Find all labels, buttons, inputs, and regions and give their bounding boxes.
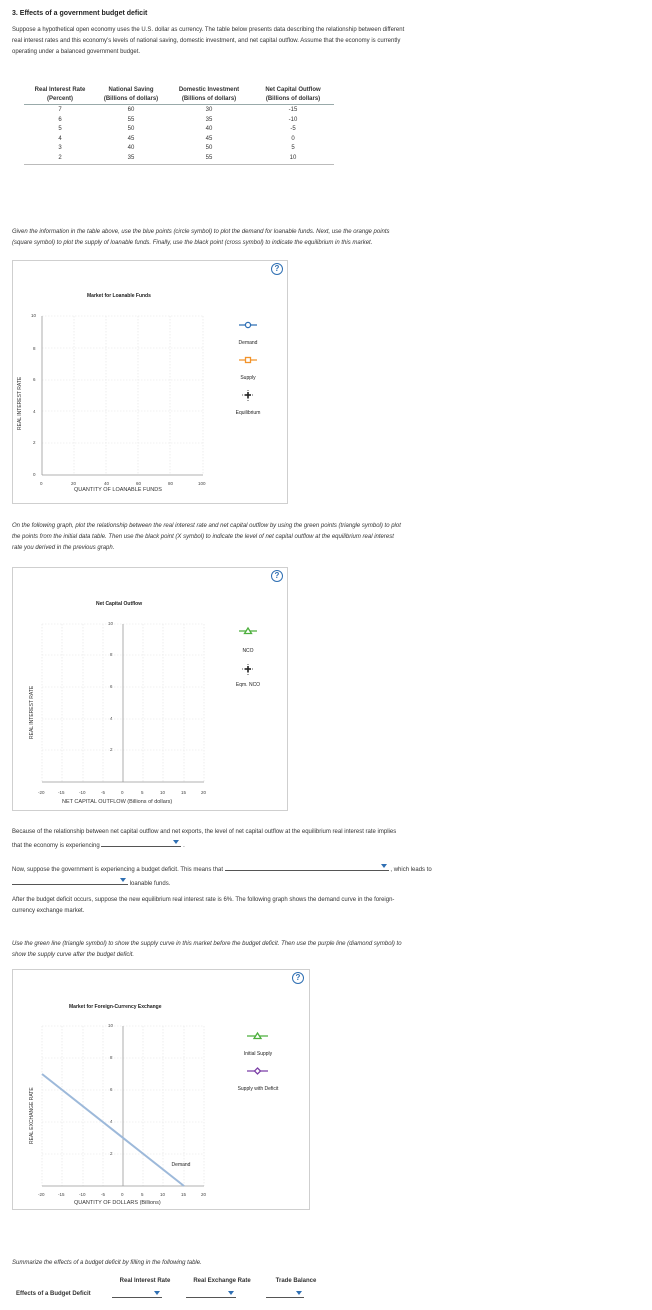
help-icon[interactable]: ? [271,263,283,275]
table-cell: 10 [252,154,334,164]
col-unit-rate: (Percent) [24,95,96,105]
y-tick: 6 [110,1087,113,1092]
x-tick: 0 [40,481,43,486]
legend-equilibrium-label: Equilibrium [235,410,261,416]
graph3-legend-deficit-supply-symbol [247,1068,268,1074]
x-tick: -5 [101,790,106,795]
question-text: , which leads to [390,867,432,873]
x-tick: 10 [160,790,166,795]
instruction-line: show the supply curve after the budget deficit. [12,952,135,958]
table-cell: 5 [58,126,62,133]
x-tick: 20 [201,790,207,795]
graph1-title: Market for Loanable Funds [87,293,151,299]
x-tick: 15 [181,1192,187,1197]
legend-initial-supply-label: Initial Supply [243,1051,273,1057]
table-cell: 3 [58,145,62,152]
table-cell: -15 [288,107,298,113]
instruction-line: rate you derived in the previous graph. [12,545,115,551]
graph3-title: Market for Foreign-Currency Exchange [69,1004,162,1010]
trade-balance-effect-dropdown[interactable] [266,1289,304,1298]
col-unit-investment: (Billions of dollars) [166,95,252,105]
table-cell: 55 [127,116,135,123]
y-tick: 8 [110,652,113,657]
x-tick: 0 [121,790,124,795]
graph2-y-axis-label: REAL INTEREST RATE [29,685,35,739]
col-unit-nco: (Billions of dollars) [252,95,334,105]
table-cell: 30 [205,107,213,113]
table-cell: 60 [127,107,135,113]
y-tick: 10 [31,313,37,318]
x-tick: -15 [58,790,65,795]
y-tick: 10 [108,1023,114,1028]
demand-curve-line [42,1074,184,1186]
instruction-line: On the following graph, plot the relationship between the real interest rate and net capital outflow by using the green points (triangle symbol) to plot [12,523,401,529]
instruction-line: the points from the initial data table. Then use the black point (X symbol) to indicate the level of net capital outflow at the equilibrium real interest [12,534,394,540]
y-tick: 0 [33,472,36,477]
y-tick: 2 [33,440,36,445]
x-tick: 80 [168,481,174,486]
y-tick: 2 [110,1151,113,1156]
table-cell: -5 [290,126,296,133]
table-cell: 7 [58,107,62,113]
instruction-line: (square symbol) to plot the supply of loanable funds. Finally, use the black point (cross symbol) to indicate the equilibrium in this market. [12,240,373,246]
table-cell: 50 [127,126,135,133]
y-tick: 10 [108,621,114,626]
col-header-nco: Net Capital Outflow [265,87,321,93]
x-tick: 5 [141,790,144,795]
col-header-real-interest-rate: Real Interest Rate [119,1278,171,1284]
y-tick: 8 [110,1055,113,1060]
graph3-legend-initial-supply-symbol [247,1033,268,1039]
intro-line: operating under a balanced government budget. [12,49,141,55]
y-tick: 8 [33,346,36,351]
table-cell: 40 [205,126,213,133]
question-text: . [183,843,185,849]
table-cell: 45 [205,135,213,142]
x-tick: -5 [101,1192,106,1197]
legend-eqm-nco-label: Eqm. NCO [235,682,261,688]
intro-line: real interest rates and this economy's levels of national saving, domestic investment, and net capital outflow. Assume that the economy is currently [12,38,401,44]
graph1-x-axis-label: QUANTITY OF LOANABLE FUNDS [74,487,162,493]
y-tick: 6 [110,684,113,689]
y-tick: 6 [33,377,36,382]
exchange-rate-effect-dropdown[interactable] [186,1289,236,1298]
y-tick: 2 [110,747,113,752]
table-cell: 5 [291,145,295,152]
table-cell: 40 [127,145,135,152]
col-header-real-exchange-rate: Real Exchange Rate [193,1278,251,1284]
summary-instructions: Summarize the effects of a budget deficit by filling in the following table. [12,1260,202,1266]
question-text: Now, suppose the government is experiencing a budget deficit. This means that [12,867,224,873]
summary-table [12,1275,330,1301]
x-tick: 40 [104,481,110,486]
graph3-y-axis-label: REAL EXCHANGE RATE [29,1087,35,1144]
help-icon[interactable]: ? [292,972,304,984]
graph2-title: Net Capital Outflow [96,601,143,607]
legend-nco-label: NCO [242,648,254,654]
question-line: Because of the relationship between net capital outflow and net exports, the level of net capital outflow at the equilibrium real interest rate implies [12,829,397,835]
table-cell: 35 [205,116,213,123]
col-header-trade-balance: Trade Balance [275,1278,317,1284]
col-unit-saving: (Billions of dollars) [96,95,166,105]
x-tick: -20 [38,790,45,795]
table-cell: 4 [58,135,62,142]
table-cell: 0 [291,135,295,142]
x-tick: 20 [201,1192,207,1197]
legend-demand-label: Demand [238,340,258,346]
intro-line: Suppose a hypothetical open economy uses the U.S. dollar as currency. The table below presents data describing the relationship between different [12,27,405,33]
x-tick: 0 [121,1192,124,1197]
x-tick: 5 [141,1192,144,1197]
graph1-y-axis-label: REAL INTEREST RATE [17,376,23,430]
table-cell: 35 [96,154,166,164]
table-cell: 2 [24,154,96,164]
table-cell: 6 [58,116,62,123]
chevron-down-icon [154,1291,160,1295]
question-text: loanable funds. [129,881,171,887]
question-title: 3. Effects of a government budget deficit [12,10,148,17]
x-tick: -15 [58,1192,65,1197]
demand-curve-label: Demand [171,1162,191,1168]
y-tick: 4 [33,409,36,414]
table-cell: 55 [166,154,252,164]
table-cell: 45 [127,135,135,142]
col-header-investment: Domestic Investment [178,87,240,93]
instruction-line: Given the information in the table above, use the blue points (circle symbol) to plot the demand for loanable funds. Next, use the orange points [12,229,390,235]
instruction-line: Use the green line (triangle symbol) to show the supply curve in this market before the budget deficit. Then use the purple line (diamond symbol) to [12,941,402,947]
table-cell: 50 [205,145,213,152]
x-tick: 10 [160,1192,166,1197]
paragraph-line: After the budget deficit occurs, suppose the new equilibrium real interest rate is 6%. The following graph shows the demand curve in the foreign- [12,897,395,903]
interest-rate-effect-dropdown[interactable] [112,1289,162,1298]
chevron-down-icon [296,1291,302,1295]
question-text: that the economy is experiencing [12,843,100,849]
x-tick: 20 [71,481,77,486]
col-header-rate: Real Interest Rate [34,87,86,93]
table-cell: -10 [288,116,298,123]
y-tick: 4 [110,1119,113,1124]
col-header-saving: National Saving [108,87,154,93]
x-tick: 15 [181,790,187,795]
paragraph-line: currency exchange market. [12,908,85,914]
x-tick: 100 [198,481,206,486]
graph3-x-axis-label: QUANTITY OF DOLLARS (Billions) [74,1200,161,1206]
legend-supply-label: Supply [240,375,256,381]
x-tick: -10 [79,1192,86,1197]
help-icon[interactable]: ? [271,570,283,582]
x-tick: -10 [79,790,86,795]
legend-deficit-supply-label: Supply with Deficit [237,1086,279,1092]
x-tick: 60 [136,481,142,486]
graph2-x-axis-label: NET CAPITAL OUTFLOW (Billions of dollars) [62,799,173,805]
y-tick: 4 [110,716,113,721]
x-tick: -20 [38,1192,45,1197]
chevron-down-icon [228,1291,234,1295]
row-label-budget-deficit: Effects of a Budget Deficit [16,1291,91,1297]
